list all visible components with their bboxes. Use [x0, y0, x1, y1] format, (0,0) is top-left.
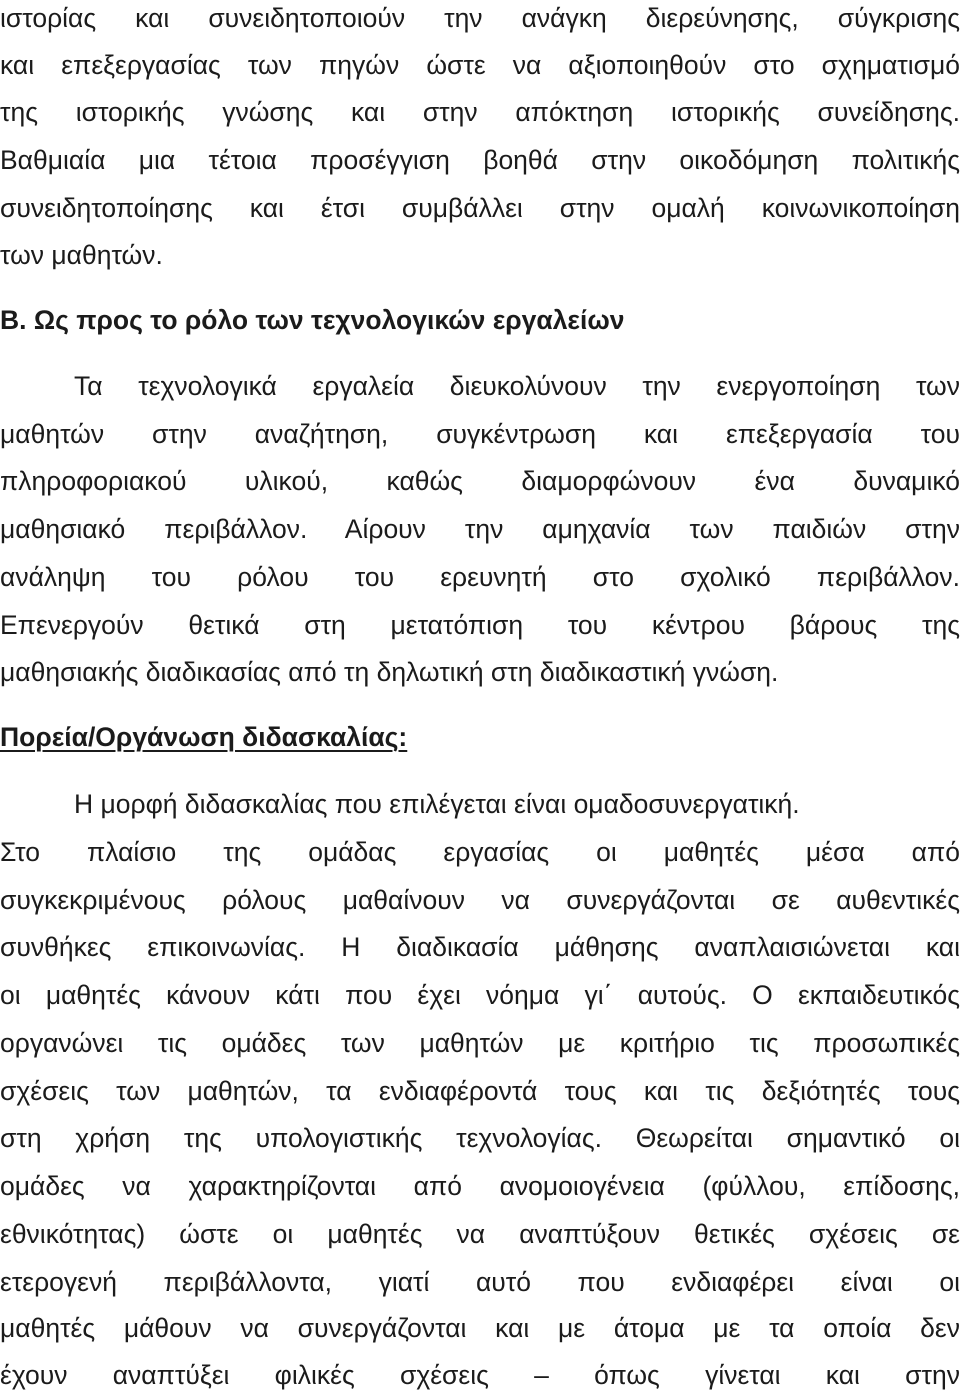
section-course-heading: [0, 717, 960, 757]
course-line-8: στη χρήση της υπολογιστικής τεχνολογίας. Θεωρείται σημαντικό οι: [0, 1123, 960, 1153]
course-line-2: Στο πλαίσιο της ομάδας εργασίας οι μαθητές μέσα από: [0, 837, 960, 867]
course-line-12: μαθητές μάθουν να συνεργάζονται και με άτομα με τα οποία δεν: [0, 1313, 960, 1343]
course-line-1: Η μορφή διδασκαλίας που επιλέγεται είναι ομαδοσυνεργατική.: [74, 789, 800, 819]
course-line-10: εθνικότητας) ώστε οι μαθητές να αναπτύξουν θετικές σχέσεις σε: [0, 1219, 960, 1249]
intro-line-6: των μαθητών.: [0, 240, 163, 270]
course-line-3: συγκεκριμένους ρόλους μαθαίνουν να συνεργάζονται σε αυθεντικές: [0, 885, 960, 915]
section-b-line-4: μαθησιακό περιβάλλον. Αίρουν την αμηχανία των παιδιών στην: [0, 514, 960, 544]
section-b-line-2: μαθητών στην αναζήτηση, συγκέντρωση και επεξεργασία του: [0, 419, 960, 449]
course-line-13: έχουν αναπτύξει φιλικές σχέσεις – όπως γίνεται και στην: [0, 1360, 960, 1390]
course-line-5: οι μαθητές κάνουν κάτι που έχει νόημα γι΄ αυτούς. Ο εκπαιδευτικός: [0, 980, 960, 1010]
course-line-6: οργανώνει τις ομάδες των μαθητών με κριτήριο τις προσωπικές: [0, 1028, 960, 1058]
intro-line-3: της ιστορικής γνώσης και στην απόκτηση ιστορικής συνείδησης.: [0, 97, 960, 127]
intro-line-2: και επεξεργασίας των πηγών ώστε να αξιοποιηθούν στο σχηματισμό: [0, 50, 960, 80]
course-line-11: ετερογενή περιβάλλοντα, γιατί αυτό που ενδιαφέρει είναι οι: [0, 1267, 960, 1297]
section-b-line-7: μαθησιακής διαδικασίας από τη δηλωτική στη διαδικαστική γνώση.: [0, 657, 779, 687]
intro-line-1: ιστορίας και συνειδητοποιούν την ανάγκη διερεύνησης, σύγκρισης: [0, 3, 960, 33]
intro-line-5: συνειδητοποίησης και έτσι συμβάλλει στην ομαλή κοινωνικοποίηση: [0, 193, 960, 223]
section-b-line-6: Επενεργούν θετικά στη μετατόπιση του κέντρου βάρους της: [0, 610, 960, 640]
section-b-line-3: πληροφοριακού υλικού, καθώς διαμορφώνουν ένα δυναμικό: [0, 466, 960, 496]
course-line-4: συνθήκες επικοινωνίας. Η διαδικασία μάθησης αναπλαισιώνεται και: [0, 932, 960, 962]
course-line-9: ομάδες να χαρακτηρίζονται από ανομοιογένεια (φύλλου, επίδοσης,: [0, 1171, 960, 1201]
section-b-heading: Β. Ως προς το ρόλο των τεχνολογικών εργαλείων: [0, 305, 625, 335]
intro-line-4: Βαθμιαία μια τέτοια προσέγγιση βοηθά στην οικοδόμηση πολιτικής: [0, 145, 960, 175]
course-line-7: σχέσεις των μαθητών, τα ενδιαφέροντά τους και τις δεξιότητές τους: [0, 1076, 960, 1106]
section-b-line-5: ανάληψη του ρόλου του ερευνητή στο σχολικό περιβάλλον.: [0, 562, 960, 592]
section-b-line-1: Τα τεχνολογικά εργαλεία διευκολύνουν την ενεργοποίηση των: [74, 371, 960, 401]
section-course-heading-text: Πορεία/Οργάνωση διδασκαλίας:: [0, 722, 408, 752]
